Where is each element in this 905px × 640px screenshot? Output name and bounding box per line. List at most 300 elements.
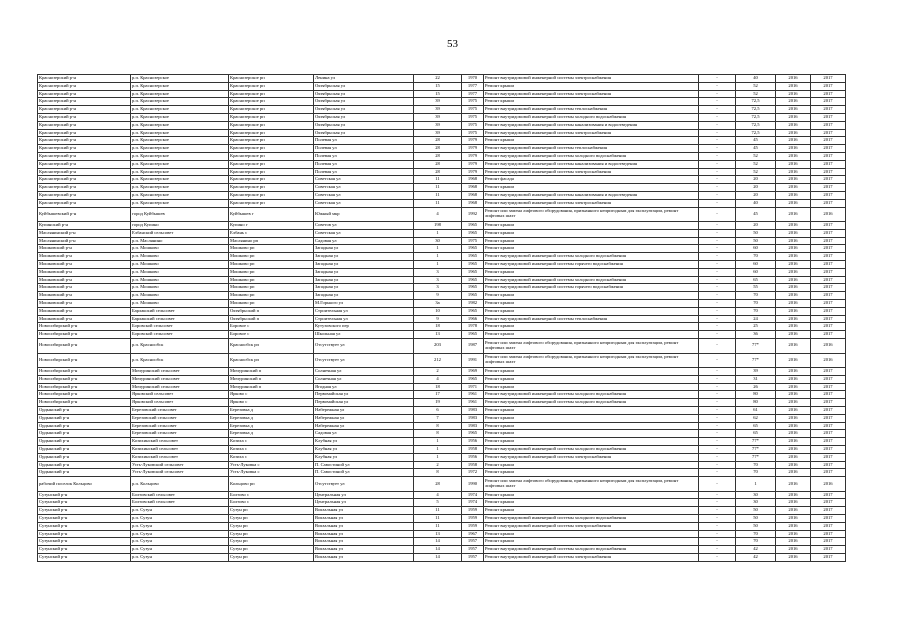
cell-build-year: 1958 — [462, 461, 484, 469]
cell-year-start: 2016 — [776, 477, 811, 492]
cell-build-year: 1968 — [462, 199, 484, 207]
cell-year-end: 2016 — [811, 477, 846, 492]
cell-year-end: 2017 — [811, 237, 846, 245]
cell-year-end: 2017 — [811, 229, 846, 237]
cell-municipality: Болтовский сельсовет — [131, 491, 229, 499]
cell-settlement: Усть-Луковка с — [229, 469, 314, 477]
cell-district: Новосибирский р-н — [38, 391, 131, 399]
cell-municipality: р.п. Сузун — [131, 546, 229, 554]
cell-district: Ордынский р-н — [38, 422, 131, 430]
cell-year-end: 2017 — [811, 331, 846, 339]
cell-separator: - — [699, 331, 736, 339]
cell-work-type: Ремонт внутридомовой инженерной системы холодного водоснабжения — [484, 253, 699, 261]
cell-separator: - — [699, 300, 736, 308]
cell-build-year: 1959 — [462, 522, 484, 530]
cell-settlement: Березовка д — [229, 406, 314, 414]
cell-street: Первомайская ул — [314, 399, 414, 407]
cell-house-number: 28 — [414, 160, 462, 168]
cell-district: Ордынский р-н — [38, 438, 131, 446]
cell-year-end: 2017 — [811, 515, 846, 523]
cell-build-year: 1982 — [462, 300, 484, 308]
cell-cost: 30 — [736, 499, 776, 507]
cell-street: Западная ул — [314, 292, 414, 300]
cell-cost: 50 — [736, 237, 776, 245]
cell-work-type: Ремонт крыши — [484, 222, 699, 230]
cell-year-start: 2016 — [776, 207, 811, 222]
table-row — [38, 499, 846, 507]
cell-street: Клубная ул — [314, 438, 414, 446]
cell-year-start: 2016 — [776, 445, 811, 453]
cell-separator: - — [699, 292, 736, 300]
table-row — [38, 300, 846, 308]
cell-district: Ордынский р-н — [38, 406, 131, 414]
cell-work-type: Ремонт крыши — [484, 414, 699, 422]
cell-build-year: 1975 — [462, 106, 484, 114]
cell-build-year: 1979 — [462, 145, 484, 153]
cell-year-start: 2016 — [776, 353, 811, 368]
cell-settlement: Купино г — [229, 222, 314, 230]
cell-year-end: 2017 — [811, 538, 846, 546]
cell-street: Вокзальная ул — [314, 554, 414, 562]
cell-cost: 31 — [736, 375, 776, 383]
cell-district: Новосибирский р-н — [38, 383, 131, 391]
cell-street: Полевая ул — [314, 160, 414, 168]
cell-work-type: Ремонт крыши — [484, 98, 699, 106]
cell-district: Ордынский р-н — [38, 414, 131, 422]
cell-municipality: р.п. Краснозерское — [131, 191, 229, 199]
cell-build-year: 1966 — [462, 315, 484, 323]
cell-separator: - — [699, 121, 736, 129]
cell-settlement: Березовка д — [229, 430, 314, 438]
cell-year-start: 2016 — [776, 229, 811, 237]
cell-street: Южный мкр — [314, 207, 414, 222]
table-row — [38, 331, 846, 339]
cell-street: Садовая ул — [314, 430, 414, 438]
cell-house-number: 15 — [414, 90, 462, 98]
cell-settlement: Мошково рп — [229, 245, 314, 253]
cell-separator: - — [699, 307, 736, 315]
cell-street: Школьная ул — [314, 331, 414, 339]
cell-street: Октябрьская ул — [314, 121, 414, 129]
cell-year-start: 2016 — [776, 268, 811, 276]
cell-settlement: Краснозерское рп — [229, 199, 314, 207]
cell-municipality: р.п. Мошково — [131, 261, 229, 269]
cell-district: Краснозерский р-н — [38, 184, 131, 192]
cell-work-type: Ремонт крыши — [484, 491, 699, 499]
cell-street: Советская ул — [314, 176, 414, 184]
cell-street: Строительная ул — [314, 315, 414, 323]
cell-build-year: 1958 — [462, 445, 484, 453]
cell-year-start: 2016 — [776, 276, 811, 284]
cell-year-end: 2017 — [811, 453, 846, 461]
cell-year-start: 2016 — [776, 430, 811, 438]
cell-build-year: 1965 — [462, 268, 484, 276]
table-row — [38, 276, 846, 284]
cell-house-number: 3а — [414, 300, 462, 308]
cell-settlement: Кольцово рп — [229, 477, 314, 492]
table-row — [38, 507, 846, 515]
cell-work-type: Ремонт крыши — [484, 368, 699, 376]
cell-year-start: 2016 — [776, 176, 811, 184]
table-row — [38, 477, 846, 492]
cell-build-year: 1992 — [462, 207, 484, 222]
cell-settlement: Мошково рп — [229, 300, 314, 308]
cell-year-end: 2017 — [811, 383, 846, 391]
cell-district: Новосибирский р-н — [38, 339, 131, 354]
cell-street: Полевая ул — [314, 145, 414, 153]
cell-year-start: 2016 — [776, 184, 811, 192]
cell-municipality: р.п. Сузун — [131, 554, 229, 562]
cell-settlement: Мичуринский п — [229, 368, 314, 376]
cell-year-end: 2017 — [811, 168, 846, 176]
cell-cost: 77* — [736, 339, 776, 354]
cell-work-type: Ремонт крыши — [484, 237, 699, 245]
cell-year-end: 2017 — [811, 292, 846, 300]
cell-municipality: р.п. Краснозерское — [131, 176, 229, 184]
cell-work-type: Ремонт внутридомовой инженерной системы канализования и водоотведения — [484, 121, 699, 129]
cell-settlement: Куйбышев г — [229, 207, 314, 222]
cell-year-end: 2017 — [811, 315, 846, 323]
cell-year-end: 2017 — [811, 430, 846, 438]
table-row — [38, 184, 846, 192]
cell-build-year: 1968 — [462, 191, 484, 199]
cell-year-end: 2017 — [811, 461, 846, 469]
cell-house-number: 39 — [414, 121, 462, 129]
cell-settlement: Мошково рп — [229, 276, 314, 284]
cell-year-end: 2017 — [811, 438, 846, 446]
cell-year-start: 2016 — [776, 499, 811, 507]
table-row — [38, 430, 846, 438]
cell-year-start: 2016 — [776, 554, 811, 562]
cell-build-year: 1956 — [462, 438, 484, 446]
cell-work-type: Ремонт внутридомовой инженерной системы горячего водоснабжения — [484, 284, 699, 292]
cell-district: Мошковский р-н — [38, 292, 131, 300]
cell-year-start: 2016 — [776, 315, 811, 323]
cell-year-end: 2017 — [811, 554, 846, 562]
cell-separator: - — [699, 546, 736, 554]
table-row — [38, 253, 846, 261]
cell-house-number: 11 — [414, 199, 462, 207]
cell-settlement: Краснозерское рп — [229, 168, 314, 176]
cell-separator: - — [699, 261, 736, 269]
cell-house-number: 3 — [414, 276, 462, 284]
cell-build-year: 1975 — [462, 113, 484, 121]
cell-build-year: 1979 — [462, 168, 484, 176]
registry-body — [38, 75, 846, 562]
cell-municipality: р.п. Мошково — [131, 268, 229, 276]
cell-year-start: 2016 — [776, 422, 811, 430]
cell-district: Новосибирский р-н — [38, 368, 131, 376]
cell-street: Западная ул — [314, 245, 414, 253]
table-row — [38, 307, 846, 315]
cell-separator: - — [699, 268, 736, 276]
cell-separator: - — [699, 391, 736, 399]
cell-separator: - — [699, 499, 736, 507]
cell-district: Краснозерский р-н — [38, 106, 131, 114]
cell-separator: - — [699, 438, 736, 446]
cell-settlement: Мошково рп — [229, 284, 314, 292]
cell-year-start: 2016 — [776, 300, 811, 308]
cell-separator: - — [699, 237, 736, 245]
table-row — [38, 284, 846, 292]
cell-district: Новосибирский р-н — [38, 375, 131, 383]
cell-district: Краснозерский р-н — [38, 82, 131, 90]
cell-settlement: Краснозерское рп — [229, 106, 314, 114]
cell-year-start: 2016 — [776, 98, 811, 106]
cell-work-type: Ремонт крыши — [484, 331, 699, 339]
cell-build-year: 1965 — [462, 253, 484, 261]
cell-municipality: Козихинский сельсовет — [131, 445, 229, 453]
cell-municipality: Боровской сельсовет — [131, 323, 229, 331]
cell-district: Новосибирский р-н — [38, 353, 131, 368]
cell-street: Октябрьская ул — [314, 129, 414, 137]
cell-cost: 65 — [736, 276, 776, 284]
cell-separator: - — [699, 75, 736, 83]
cell-house-number: 11 — [414, 176, 462, 184]
cell-district: Ордынский р-н — [38, 430, 131, 438]
cell-street: Отсутствует ул — [314, 339, 414, 354]
cell-year-end: 2017 — [811, 284, 846, 292]
cell-separator: - — [699, 323, 736, 331]
cell-house-number: 19 — [414, 399, 462, 407]
table-row — [38, 469, 846, 477]
cell-separator: - — [699, 276, 736, 284]
cell-street: Ленина ул — [314, 75, 414, 83]
cell-settlement: Октябрьский п — [229, 307, 314, 315]
cell-separator: - — [699, 530, 736, 538]
cell-house-number: 13 — [414, 530, 462, 538]
cell-house-number: 15 — [414, 82, 462, 90]
table-row — [38, 491, 846, 499]
cell-municipality: Усть-Луковский сельсовет — [131, 469, 229, 477]
cell-street: Кутузовского пер — [314, 323, 414, 331]
cell-build-year: 1965 — [462, 307, 484, 315]
cell-cost: 72,5 — [736, 113, 776, 121]
cell-district: Сузунский р-н — [38, 546, 131, 554]
cell-cost: 80 — [736, 391, 776, 399]
cell-cost: 45 — [736, 137, 776, 145]
cell-municipality: Ярковский сельсовет — [131, 391, 229, 399]
cell-year-start: 2016 — [776, 461, 811, 469]
cell-separator: - — [699, 554, 736, 562]
cell-municipality: р.п. Краснозерское — [131, 199, 229, 207]
cell-year-start: 2016 — [776, 469, 811, 477]
cell-year-start: 2016 — [776, 391, 811, 399]
cell-work-type: Ремонт внутридомовой инженерной системы теплоснабжения — [484, 106, 699, 114]
cell-year-start: 2016 — [776, 253, 811, 261]
cell-build-year: 1969 — [462, 368, 484, 376]
cell-cost: 36 — [736, 331, 776, 339]
table-row — [38, 530, 846, 538]
cell-year-end: 2017 — [811, 422, 846, 430]
cell-district: Новосибирский р-н — [38, 331, 131, 339]
cell-build-year: 1956 — [462, 453, 484, 461]
cell-house-number: 9 — [414, 292, 462, 300]
cell-district: Сузунский р-н — [38, 515, 131, 523]
cell-work-type: Ремонт крыши — [484, 538, 699, 546]
cell-year-end: 2017 — [811, 368, 846, 376]
table-row — [38, 438, 846, 446]
cell-year-end: 2017 — [811, 469, 846, 477]
cell-district: Краснозерский р-н — [38, 176, 131, 184]
cell-work-type: Ремонт крыши — [484, 507, 699, 515]
cell-cost: 50 — [736, 522, 776, 530]
cell-cost: 70 — [736, 292, 776, 300]
cell-separator: - — [699, 82, 736, 90]
cell-cost: 60 — [736, 245, 776, 253]
table-row — [38, 237, 846, 245]
cell-build-year: 1965 — [462, 222, 484, 230]
cell-district: Куйбышевский р-н — [38, 207, 131, 222]
cell-work-type: Ремонт внутридомовой инженерной системы холодного водоснабжения — [484, 445, 699, 453]
cell-year-start: 2016 — [776, 414, 811, 422]
cell-cost: 24 — [736, 315, 776, 323]
cell-municipality: р.п. Краснозерское — [131, 82, 229, 90]
cell-build-year: 1965 — [462, 229, 484, 237]
cell-municipality: р.п. Краснозерское — [131, 90, 229, 98]
cell-work-type: Ремонт внутридомовой инженерной системы электроснабжения — [484, 554, 699, 562]
cell-municipality: р.п. Краснозерское — [131, 160, 229, 168]
cell-year-start: 2016 — [776, 113, 811, 121]
cell-street: Западная ул — [314, 268, 414, 276]
cell-work-type: Ремонт фасада — [484, 176, 699, 184]
cell-settlement: Мичуринский п — [229, 383, 314, 391]
cell-settlement: Краснозерское рп — [229, 113, 314, 121]
cell-street: Октябрьская ул — [314, 90, 414, 98]
cell-year-end: 2017 — [811, 375, 846, 383]
cell-house-number: 212 — [414, 353, 462, 368]
table-row — [38, 222, 846, 230]
cell-settlement: Краснозерское рп — [229, 176, 314, 184]
cell-settlement: Сузун рп — [229, 546, 314, 554]
cell-cost: 40 — [736, 75, 776, 83]
cell-street: П. Савостиной ул — [314, 461, 414, 469]
cell-separator: - — [699, 184, 736, 192]
cell-street: П. Савостиной ул — [314, 469, 414, 477]
cell-district: Ордынский р-н — [38, 461, 131, 469]
cell-year-end: 2016 — [811, 353, 846, 368]
cell-district: Мошковский р-н — [38, 284, 131, 292]
cell-year-end: 2017 — [811, 307, 846, 315]
cell-separator: - — [699, 145, 736, 153]
cell-house-number: 11 — [414, 515, 462, 523]
cell-separator: - — [699, 469, 736, 477]
cell-year-end: 2017 — [811, 414, 846, 422]
cell-cost: 70 — [736, 307, 776, 315]
cell-build-year: 1957 — [462, 554, 484, 562]
cell-house-number: 39 — [414, 129, 462, 137]
cell-year-end: 2017 — [811, 276, 846, 284]
cell-street: Отсутствует ул — [314, 477, 414, 492]
table-row — [38, 261, 846, 269]
cell-year-start: 2016 — [776, 307, 811, 315]
table-row — [38, 339, 846, 354]
cell-year-start: 2016 — [776, 129, 811, 137]
cell-settlement: Болтово с — [229, 499, 314, 507]
cell-build-year: 1968 — [462, 176, 484, 184]
cell-settlement: Краснозерское рп — [229, 98, 314, 106]
cell-street: Советская ул — [314, 229, 414, 237]
cell-street: Вокзальная ул — [314, 515, 414, 523]
table-row — [38, 152, 846, 160]
cell-cost: 25 — [736, 323, 776, 331]
cell-year-end: 2017 — [811, 121, 846, 129]
cell-street: Солнечная ул — [314, 375, 414, 383]
cell-year-end: 2017 — [811, 75, 846, 83]
cell-municipality: р.п. Сузун — [131, 530, 229, 538]
cell-year-start: 2016 — [776, 222, 811, 230]
cell-street: Садовая ул — [314, 237, 414, 245]
cell-house-number: 1 — [414, 245, 462, 253]
cell-cost: 77* — [736, 438, 776, 446]
table-row — [38, 82, 846, 90]
cell-build-year: 1965 — [462, 375, 484, 383]
cell-street: М.Горького ул — [314, 300, 414, 308]
cell-municipality: Березовский сельсовет — [131, 430, 229, 438]
cell-settlement: Краснообск рп — [229, 353, 314, 368]
cell-cost: 39 — [736, 368, 776, 376]
cell-house-number: 198 — [414, 222, 462, 230]
table-row — [38, 383, 846, 391]
cell-cost: 20 — [736, 191, 776, 199]
cell-cost: 80 — [736, 399, 776, 407]
cell-house-number: 7 — [414, 414, 462, 422]
cell-settlement: Мошково рп — [229, 253, 314, 261]
cell-cost: 52 — [736, 90, 776, 98]
cell-year-end: 2016 — [811, 207, 846, 222]
table-row — [38, 368, 846, 376]
cell-year-start: 2016 — [776, 507, 811, 515]
cell-year-end: 2017 — [811, 546, 846, 554]
cell-street: Полевая ул — [314, 152, 414, 160]
cell-separator: - — [699, 445, 736, 453]
cell-cost: 61 — [736, 406, 776, 414]
cell-year-end: 2017 — [811, 82, 846, 90]
cell-district: Сузунский р-н — [38, 538, 131, 546]
cell-municipality: р.п. Сузун — [131, 515, 229, 523]
cell-cost: 52 — [736, 82, 776, 90]
cell-year-start: 2016 — [776, 191, 811, 199]
table-row — [38, 121, 846, 129]
cell-build-year: 1965 — [462, 261, 484, 269]
table-row — [38, 229, 846, 237]
cell-cost: 26 — [736, 383, 776, 391]
cell-work-type: Ремонт крыши — [484, 375, 699, 383]
cell-municipality: р.п. Краснообск — [131, 353, 229, 368]
cell-build-year: 1965 — [462, 245, 484, 253]
cell-street: Вокзальная ул — [314, 530, 414, 538]
cell-street: Западная ул — [314, 253, 414, 261]
cell-separator: - — [699, 191, 736, 199]
cell-house-number: 1 — [414, 261, 462, 269]
cell-cost: 50 — [736, 229, 776, 237]
cell-build-year: 1970 — [462, 75, 484, 83]
table-row — [38, 453, 846, 461]
cell-municipality: город Купино — [131, 222, 229, 230]
cell-cost: 20 — [736, 222, 776, 230]
cell-house-number: 1 — [414, 438, 462, 446]
cell-street: Набережная ул — [314, 414, 414, 422]
cell-year-start: 2016 — [776, 90, 811, 98]
cell-separator: - — [699, 160, 736, 168]
cell-street: Солнечная ул — [314, 368, 414, 376]
cell-year-end: 2017 — [811, 253, 846, 261]
table-row — [38, 245, 846, 253]
cell-house-number: 18 — [414, 323, 462, 331]
cell-municipality: Козихинский сельсовет — [131, 453, 229, 461]
cell-cost: 72,5 — [736, 121, 776, 129]
table-row — [38, 353, 846, 368]
